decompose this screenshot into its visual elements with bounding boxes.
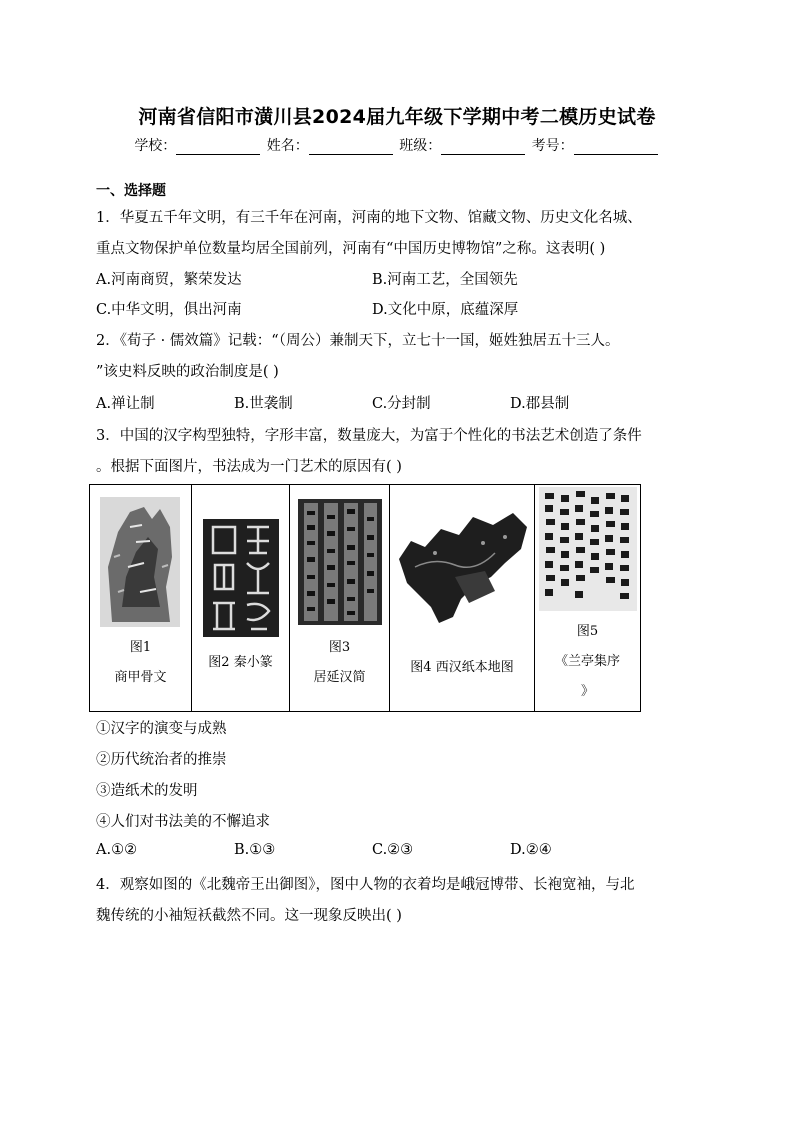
seal-script-image [203, 519, 279, 637]
q3-option-b[interactable]: B.①③ [234, 842, 276, 858]
section-title: 一、选择题 [96, 183, 166, 199]
q3-option-c[interactable]: C.②③ [372, 842, 414, 858]
q1-option-a[interactable]: A.河南商贸，繁荣发达 [96, 272, 242, 288]
q1-option-b[interactable]: B.河南工艺，全国领先 [372, 272, 518, 288]
q1-option-c[interactable]: C.中华文明，俱出河南 [96, 302, 242, 318]
q3-stem-line1: 3．中国的汉字构型独特，字形丰富，数量庞大，为富于个性化的书法艺术创造了条件 [96, 428, 642, 444]
bamboo-slips-image [298, 499, 382, 625]
figure-5-label: 图5 [576, 624, 599, 639]
q2-stem-line1: 2．《荀子 · 儒效篇》记载：“（周公）兼制天下，立七十一国，姬姓独居五十三人。 [96, 333, 620, 349]
q3-statement-4: ④人们对书法美的不懈追求 [96, 814, 270, 830]
figure-3-label: 图3 [328, 640, 351, 655]
name-blank[interactable] [309, 140, 393, 155]
student-info-line [0, 135, 794, 155]
q2-option-c[interactable]: C.分封制 [372, 396, 431, 412]
figure-1-label: 图1 [129, 640, 152, 655]
figure-5-cell [535, 485, 640, 711]
figure-5-caption-end: 》 [580, 684, 594, 699]
oracle-bone-image [100, 497, 180, 627]
figure-5-caption: 《兰亭集序 [554, 654, 620, 669]
q1-stem-line1: 1．华夏五千年文明，有三千年在河南，河南的地下文物、馆藏文物、历史文化名城、 [96, 210, 642, 226]
q4-stem-line2: 魏传统的小袖短袄截然不同。这一现象反映出( ) [96, 908, 402, 924]
q2-stem-line2: ”该史料反映的政治制度是( ) [96, 364, 279, 380]
figure-4-cell [390, 485, 535, 711]
page-title: 河南省信阳市潢川县2024届九年级下学期中考二模历史试卷 [138, 106, 656, 128]
paper-map-image [395, 507, 531, 627]
q3-stem-line2: 。根据下面图片，书法成为一门艺术的原因有( ) [96, 459, 402, 475]
q3-statement-1: ①汉字的演变与成熟 [96, 721, 227, 737]
class-blank[interactable] [441, 140, 525, 155]
figure-1-caption: 商甲骨文 [114, 670, 167, 685]
figure-3-cell [290, 485, 390, 711]
q2-option-b[interactable]: B.世袭制 [234, 396, 293, 412]
q3-option-d[interactable]: D.②④ [510, 842, 552, 858]
figure-3-caption: 居延汉简 [313, 670, 366, 685]
q1-option-d[interactable]: D.文化中原，底蕴深厚 [372, 302, 519, 318]
figure-1-cell [90, 485, 192, 711]
exam-number-label: 考号： [531, 138, 574, 154]
q3-statement-2: ②历代统治者的推崇 [96, 752, 227, 768]
q1-stem-line2: 重点文物保护单位数量均居全国前列，河南有“中国历史博物馆”之称。这表明( ) [96, 241, 606, 257]
figure-2-cell [192, 485, 290, 711]
figure-2-label: 图2 秦小篆 [208, 655, 273, 670]
q3-option-a[interactable]: A.①② [96, 842, 138, 858]
q3-figure-table [89, 484, 641, 712]
school-blank[interactable] [176, 140, 260, 155]
q2-option-d[interactable]: D.郡县制 [510, 396, 570, 412]
lanting-preface-image [539, 487, 637, 611]
class-label: 班级： [399, 138, 442, 154]
exam-number-blank[interactable] [574, 140, 658, 155]
q3-statement-3: ③造纸术的发明 [96, 783, 198, 799]
q4-stem-line1: 4．观察如图的《北魏帝王出御图》，图中人物的衣着均是峨冠博带、长袍宽袖，与北 [96, 877, 635, 893]
figure-4-label: 图4 西汉纸本地图 [410, 660, 514, 675]
name-label: 姓名： [266, 138, 309, 154]
school-label: 学校： [134, 138, 177, 154]
q2-option-a[interactable]: A.禅让制 [96, 396, 155, 412]
